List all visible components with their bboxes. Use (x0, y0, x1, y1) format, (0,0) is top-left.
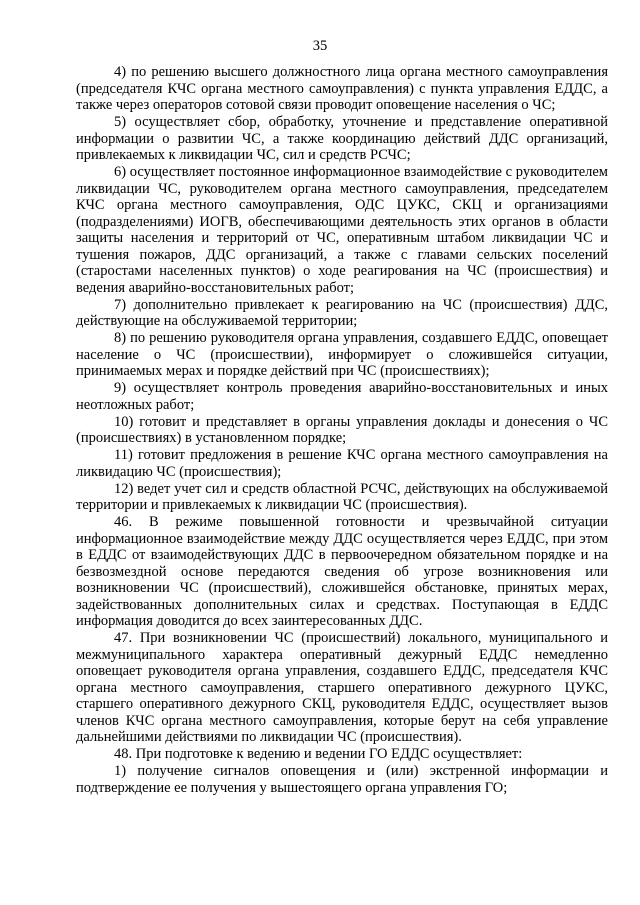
paragraph-section-48-item-1: 1) получение сигналов оповещения и (или) экстренной информации и подтверждение ее получения у вышестоящего органа управления ГО; (76, 763, 608, 796)
paragraph-item-10: 10) готовит и представляет в органы управления доклады и донесения о ЧС (происшествиях) в установленном порядке; (76, 413, 608, 446)
paragraph-item-9: 9) осуществляет контроль проведения аварийно-восстановительных и иных неотложных работ; (76, 380, 608, 413)
page-number: 35 (312, 38, 328, 54)
paragraph-item-8: 8) по решению руководителя органа управления, создавшего ЕДДС, оповещает население о ЧС (происшествии), информирует о сложившейся ситуации, принимаемых мерах и порядке действий при ЧС (происшествиях); (76, 330, 608, 379)
paragraph-item-5: 5) осуществляет сбор, обработку, уточнение и представление оперативной информации о развитии ЧС, а также координацию действий ДДС организаций, привлекаемых к ликвидации ЧС, сил и средств РСЧС; (76, 114, 608, 163)
paragraph-item-12: 12) ведет учет сил и средств областной РСЧС, действующих на обслуживаемой территории и привлекаемых к ликвидации ЧС (происшествия). (76, 480, 608, 513)
paragraph-item-11: 11) готовит предложения в решение КЧС органа местного самоуправления на ликвидацию ЧС (происшествия); (76, 447, 608, 480)
paragraph-item-7: 7) дополнительно привлекает к реагированию на ЧС (происшествия) ДДС, действующие на обслуживаемой территории; (76, 296, 608, 329)
paragraph-item-6: 6) осуществляет постоянное информационное взаимодействие с руководителем ликвидации ЧС, руководителем органа местного самоуправления, председателем КЧС органа местного самоуправления, ОДС ЦУКС, СКЦ и организациями (подразделениями) ИОГВ, обеспечивающими деятельность этих органов в области защиты населения и территорий от ЧС, оперативным штабом ликвидации ЧС и тушения пожаров, ДДС организаций, а также с главами сельских поселений (старостами населенных пунктов) о ходе реагирования на ЧС (происшествия) и ведения аварийно-восстановительных работ; (76, 164, 608, 296)
paragraph-section-47: 47. При возникновении ЧС (происшествий) локального, муниципального и межмуниципального характера оперативный дежурный ЕДДС немедленно оповещает руководителя органа управления, создавшего ЕДДС, председателя КЧС органа местного самоуправления, старшего оперативного дежурного ЦУКС, старшего оперативного дежурного СКЦ, руководителя ЕДДС, осуществляет вызов членов КЧС органа местного самоуправления, которые берут на себя управление дальнейшими действиями по ликвидации ЧС (происшествия). (76, 630, 608, 745)
paragraph-section-48: 48. При подготовке к ведению и ведении ГО ЕДДС осуществляет: (114, 746, 523, 762)
paragraph-item-4: 4) по решению высшего должностного лица органа местного самоуправления (председателя КЧС органа местного самоуправления) с пункта управления ЕДДС, а также через операторов сотовой связи проводит оповещение населения о ЧС; (76, 64, 608, 113)
paragraph-section-46: 46. В режиме повышенной готовности и чрезвычайной ситуации информационное взаимодействие между ДДС осуществляется через ЕДДС, при этом в ЕДДС от взаимодействующих ДДС в первоочередном обязательном порядке и на безвозмездной основе передаются сведения об угрозе возникновения или возникновении ЧС (происшествий), сложившейся обстановке, принятых мерах, задействованных дополнительных силах и средствах. Поступающая в ЕДДС информация доводится до всех заинтересованных ДДС. (76, 514, 608, 629)
document-body (76, 64, 608, 797)
